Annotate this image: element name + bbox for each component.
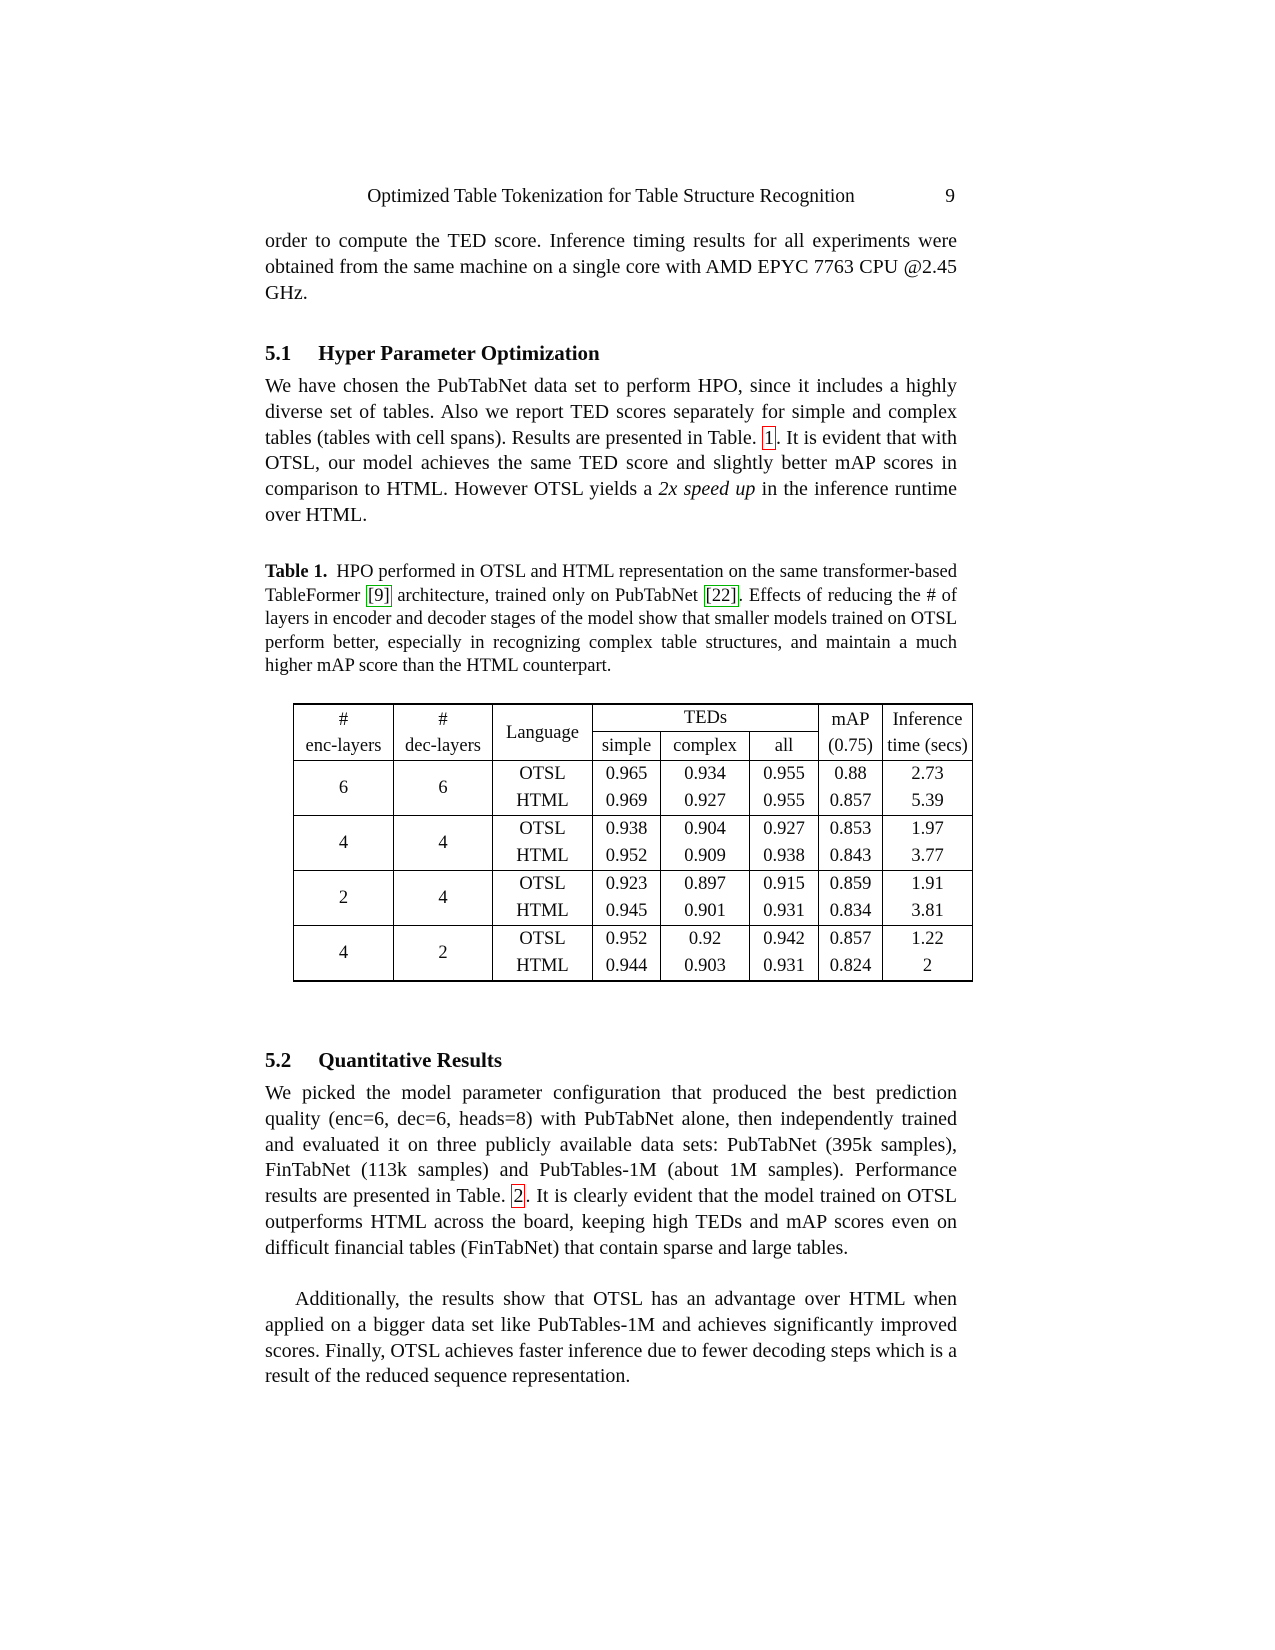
header-line: time (secs) [887, 735, 968, 756]
cell-time: 3.77 [883, 843, 973, 871]
text-segment: in the inference runtime over HTML. [265, 478, 957, 526]
cell-complex: 0.92 [661, 926, 750, 954]
internal-ref-link[interactable]: 2 [513, 1185, 524, 1208]
paragraph-intro [265, 229, 957, 306]
cell-all: 0.931 [750, 898, 819, 926]
cell-simple: 0.969 [593, 788, 661, 816]
text-segment: order to compute the TED score. Inference timing results for all experiments were obtained from the same machine on a single core with AMD EPYC 7763 CPU @2.45 GHz. [265, 230, 957, 304]
cell-complex: 0.909 [661, 843, 750, 871]
cell-time: 3.81 [883, 898, 973, 926]
text-segment: Additionally, the results show that OTSL has an advantage over HTML when applied on a bigger data set like PubTables-1M and achieves significantly improved scores. Finally, OTSL achieves faster inference due to fewer decoding steps which is a result of the reduced sequence representation. [265, 1288, 957, 1388]
paragraph-quantitative [265, 1081, 957, 1262]
header-line: Inference [892, 709, 963, 730]
cell-simple: 0.965 [593, 761, 661, 789]
cell-simple: 0.938 [593, 816, 661, 844]
table-row-group [294, 816, 973, 871]
table-row [294, 871, 973, 899]
cell-all: 0.942 [750, 926, 819, 954]
running-head [265, 186, 957, 208]
text-segment: 2x speed up [658, 478, 756, 501]
header-line: # [438, 709, 448, 730]
cell-time: 1.22 [883, 926, 973, 954]
cell-enc-layers: 4 [294, 816, 394, 871]
header-line: (0.75) [828, 735, 873, 756]
cell-map: 0.853 [819, 816, 883, 844]
header-row [294, 704, 973, 732]
cell-all: 0.931 [750, 953, 819, 981]
cell-dec-layers: 2 [394, 926, 493, 982]
cell-enc-layers: 4 [294, 926, 394, 982]
cell-complex: 0.901 [661, 898, 750, 926]
table-row-group [294, 926, 973, 982]
results-table [293, 703, 973, 982]
section-title: Quantitative Results [318, 1048, 502, 1072]
col-header-language: Language [493, 704, 593, 761]
cell-map: 0.857 [819, 788, 883, 816]
section-heading-5-1 [265, 341, 957, 365]
header-line: enc-layers [305, 735, 382, 756]
cell-complex: 0.927 [661, 788, 750, 816]
cell-enc-layers: 2 [294, 871, 394, 926]
text-segment: HPO performed in OTSL and HTML representation on the same transformer-based TableFormer [265, 562, 958, 606]
cell-time: 2.73 [883, 761, 973, 789]
cell-language: HTML [493, 898, 593, 926]
cell-language: OTSL [493, 761, 593, 789]
cell-all: 0.955 [750, 761, 819, 789]
col-header-teds-all: all [750, 732, 819, 761]
col-header-teds-simple: simple [593, 732, 661, 761]
citation-link[interactable]: [9] [368, 585, 390, 606]
section-number: 5.1 [265, 341, 292, 365]
cell-map: 0.88 [819, 761, 883, 789]
running-head-title: Optimized Table Tokenization for Table Structure Recognition [367, 186, 855, 207]
table-row [294, 816, 973, 844]
cell-language: OTSL [493, 871, 593, 899]
cell-simple: 0.952 [593, 843, 661, 871]
cell-time: 2 [883, 953, 973, 981]
cell-dec-layers: 4 [394, 871, 493, 926]
section-heading-5-2 [265, 1048, 957, 1072]
cell-complex: 0.903 [661, 953, 750, 981]
text-segment: We have chosen the PubTabNet data set to perform HPO, since it includes a highly diverse set of tables. Also we report TED scores separately for simple and complex tables (tables with cell spans). Results are presented in Table. [265, 375, 957, 449]
text-segment: architecture, trained only on PubTabNet [391, 585, 704, 606]
table-row [294, 761, 973, 789]
table-1-container [293, 703, 973, 982]
section-title: Hyper Parameter Optimization [318, 341, 600, 365]
text-segment: . It is evident that with OTSL, our model achieves the same TED score and slightly better mAP scores in comparison to HTML. However OTSL yields a [265, 426, 957, 501]
cell-time: 1.97 [883, 816, 973, 844]
paragraph-hpo [265, 374, 957, 529]
cell-time: 1.91 [883, 871, 973, 899]
text-segment: We picked the model parameter configuration that produced the best prediction quality (enc=6, dec=6, heads=8) with PubTabNet alone, then independently trained and evaluated it on three publicly available data sets: PubTabNet (395k samples), FinTabNet (113k samples) and PubTables-1M (about 1M samples). Performance results are presented in Table. [265, 1082, 957, 1208]
text-segment: . Effects of reducing the # of layers in encoder and decoder stages of the model show that smaller models trained on OTSL perform better, especially in recognizing complex table structures, and maintain a much higher mAP score than the HTML counterpart. [265, 585, 958, 677]
cell-simple: 0.945 [593, 898, 661, 926]
cell-map: 0.857 [819, 926, 883, 954]
cell-map: 0.824 [819, 953, 883, 981]
text-segment: Table 1. [265, 562, 328, 582]
cell-map: 0.859 [819, 871, 883, 899]
header-line: dec-layers [404, 735, 481, 756]
cell-language: OTSL [493, 926, 593, 954]
table-row [294, 926, 973, 954]
cell-simple: 0.952 [593, 926, 661, 954]
table-row-group [294, 871, 973, 926]
citation-link[interactable]: [22] [705, 585, 737, 606]
col-header-map [819, 704, 883, 761]
cell-complex: 0.904 [661, 816, 750, 844]
cell-dec-layers: 4 [394, 816, 493, 871]
cell-enc-layers: 6 [294, 761, 394, 816]
internal-ref-link[interactable]: 1 [763, 426, 774, 449]
paragraph-additional [265, 1287, 957, 1390]
header-line: mAP [831, 709, 870, 730]
col-header-dec-layers [394, 704, 493, 761]
col-header-teds: TEDs [593, 704, 819, 732]
col-header-enc-layers [294, 704, 394, 761]
cell-map: 0.834 [819, 898, 883, 926]
cell-all: 0.938 [750, 843, 819, 871]
table-header [294, 704, 973, 761]
cell-complex: 0.934 [661, 761, 750, 789]
cell-map: 0.843 [819, 843, 883, 871]
cell-language: OTSL [493, 816, 593, 844]
text-segment: . It is clearly evident that the model trained on OTSL outperforms HTML across the board, keeping high TEDs and mAP scores even on difficult financial tables (FinTabNet) that contain sparse and large tables. [265, 1185, 957, 1259]
cell-time: 5.39 [883, 788, 973, 816]
cell-all: 0.955 [750, 788, 819, 816]
cell-complex: 0.897 [661, 871, 750, 899]
section-number: 5.2 [265, 1048, 292, 1072]
cell-all: 0.915 [750, 871, 819, 899]
cell-language: HTML [493, 953, 593, 981]
cell-all: 0.927 [750, 816, 819, 844]
cell-language: HTML [493, 788, 593, 816]
cell-language: HTML [493, 843, 593, 871]
cell-simple: 0.923 [593, 871, 661, 899]
col-header-teds-complex: complex [661, 732, 750, 761]
header-line: # [338, 709, 349, 730]
cell-simple: 0.944 [593, 953, 661, 981]
page-number: 9 [945, 186, 955, 207]
col-header-inference-time [883, 704, 973, 761]
table-caption [265, 561, 957, 679]
cell-dec-layers: 6 [394, 761, 493, 816]
table-row-group [294, 761, 973, 816]
